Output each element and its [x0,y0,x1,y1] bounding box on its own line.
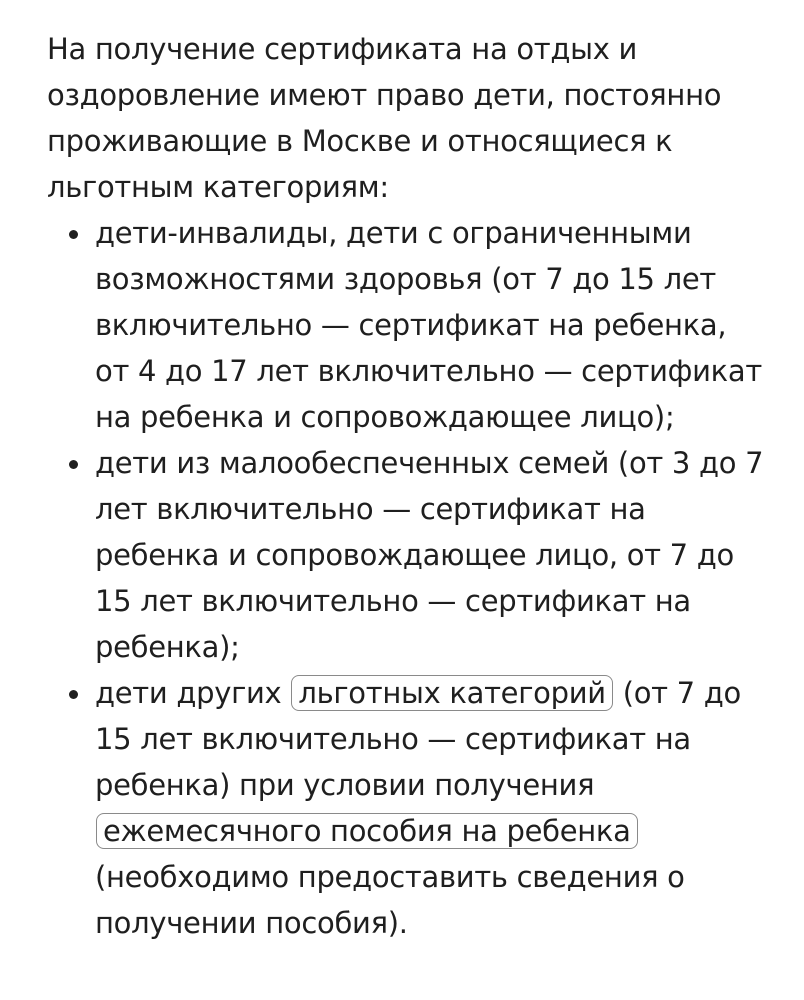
main-content [47,26,767,946]
monthly-allowance-link[interactable]: ежемесячного пособия на ребенка [96,813,638,849]
list-item-text: дети из малообеспеченных семей (от 3 до 7 лет включительно — сертификат на ребенка и сопровождающее лицо, от 7 до 15 лет включительно — сертификат на ребенка); [95,446,764,664]
list-item-text: дети-инвалиды, дети с ограниченными возможностями здоровья (от 7 до 15 лет включительно — сертификат на ребенка, от 4 до 17 лет включительно — сертификат на ребенка и сопровождающее лицо); [95,216,762,434]
list-item-text-after: (необходимо предоставить сведения о получении пособия). [95,860,685,940]
list-item [47,670,767,946]
list-item-text-before: дети других [95,676,282,710]
bullet-icon [69,230,78,239]
list-item [47,440,767,670]
list-item [47,210,767,440]
intro-paragraph: На получение сертификата на отдых и оздоровление имеют право дети, постоянно проживающие в Москве и относящиеся к льготным категориям: [47,32,722,204]
preferential-categories-link[interactable]: льготных категорий [291,675,612,711]
list-item-text-middle: (от 7 до 15 лет включительно — сертификат на ребенка) при условии получения [95,676,741,802]
bullet-icon [69,460,78,469]
bullet-icon [69,690,78,699]
eligibility-list [47,210,767,946]
